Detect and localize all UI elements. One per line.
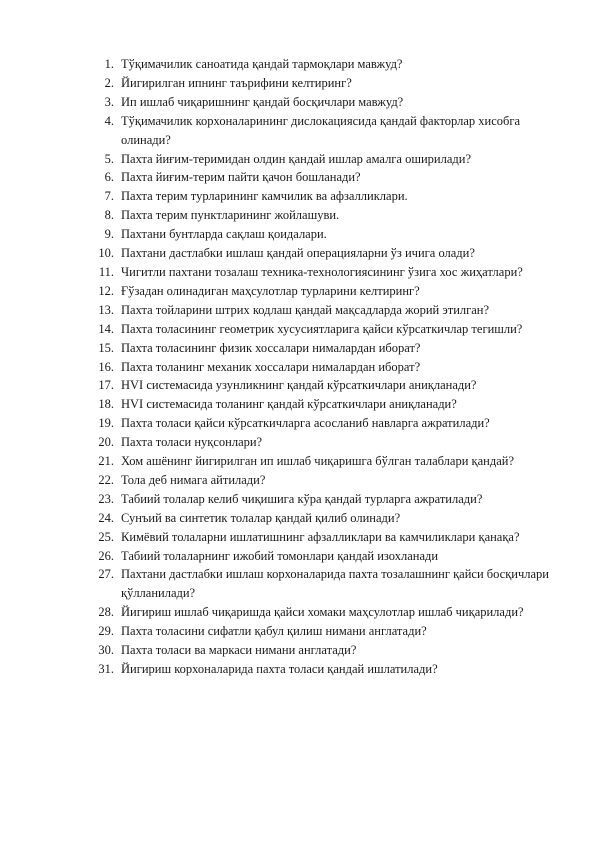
question-item [0,112,596,150]
question-number: 11. [98,264,114,279]
question-text: Пахта йиғим-теримидан олдин қандай ишлар амалга оширилади? [121,151,471,166]
question-text: Тўқимачилик саноатида қандай тармоқлари мавжуд? [121,57,403,71]
question-text: Табиий толалар келиб чиқишига кўра қандай турларга ажратилади? [121,491,483,506]
question-item [0,168,596,187]
question-item [0,282,596,301]
question-text: Пахта терим пунктларининг жойлашуви. [121,208,340,223]
question-number: 19. [98,416,114,431]
question-text: Йигириш ишлаб чиқаришда қайси хомаки маҳсулотлар ишлаб чиқарилади? [121,605,524,620]
question-text: Йигирилган ипнинг таърифини келтиринг? [121,75,352,90]
question-text: Кимёвий толаларни ишлатишнинг афзалликлари ва камчиликлари қанақа? [121,529,520,544]
question-text: Ғўзадан олинадиган маҳсулотлар турларини келтиринг? [121,283,420,298]
question-number: 22. [98,472,114,487]
question-item [0,509,596,528]
question-number: 27. [98,567,114,582]
question-item [0,339,596,358]
question-item [0,395,596,414]
question-item [0,225,596,244]
question-item [0,490,596,509]
question-item [0,376,596,395]
question-number: 12. [98,283,114,298]
question-item [0,358,596,377]
question-item [0,93,596,112]
question-item [0,301,596,320]
question-number: 10. [98,246,114,261]
question-item [0,452,596,471]
question-text: HVI системасида толанинг қандай кўрсаткичлари аниқланади? [121,397,457,412]
question-list [0,55,596,679]
question-item [0,244,596,263]
question-text: Пахта толаси қайси кўрсаткичларга асосланиб навларга ажратилади? [121,416,490,431]
question-number: 26. [98,548,114,563]
question-item [0,150,596,169]
question-item [0,187,596,206]
question-number: 29. [98,624,114,639]
question-text: Пахта тойларини штрих кодлаш қандай мақсадларда жорий этилган? [121,302,490,317]
question-text: Тўқимачилик корхоналарининг дислокациясида қандай факторлар хисобга олинади? [121,113,521,147]
question-item [0,565,596,603]
question-item [0,603,596,622]
question-number: 13. [98,302,114,317]
question-number: 18. [98,397,114,412]
question-number: 24. [98,510,114,525]
question-text: Пахта терим турларининг камчилик ва афзалликлари. [121,189,408,204]
question-text: Пахта толаси ва маркаси нимани англатади? [121,643,357,658]
question-item [0,547,596,566]
question-text: Пахта толасининг физик хоссалари нималардан иборат? [121,340,421,355]
question-number: 30. [98,643,114,658]
question-number: 8. [104,208,114,223]
question-text: Пахта толасини сифатли қабул қилиш нимани англатади? [121,624,427,639]
question-text: Пахта йиғим-терим пайти қачон бошланади? [121,170,361,185]
question-item [0,320,596,339]
question-text: Пахта толасининг геометрик хусусиятларига қайси кўрсаткичлар тегишли? [121,321,523,336]
question-text: Пахта толанинг механик хоссалари нималардан иборат? [121,359,421,374]
question-number: 4. [104,113,114,128]
question-text: Хом ашёнинг йигирилган ип ишлаб чиқаришга бўлган талаблари қандай? [121,454,514,469]
question-item [0,528,596,547]
question-text: Пахтани дастлабки ишлаш корхоналарида пахта тозалашнинг қайси босқичлари қўлланилади? [121,567,549,601]
question-item [0,74,596,93]
question-number: 17. [98,378,114,393]
question-number: 6. [104,170,114,185]
question-number: 28. [98,605,114,620]
question-item [0,263,596,282]
question-number: 16. [98,359,114,374]
question-item [0,471,596,490]
question-item [0,55,596,74]
question-number: 23. [98,491,114,506]
question-text: Чигитли пахтани тозалаш техника-технологиясининг ўзига хос жиҳатлари? [121,264,523,279]
question-number: 7. [104,189,114,204]
question-text: Пахтани дастлабки ишлаш қандай операцияларни ўз ичига олади? [121,246,475,261]
question-number: 9. [104,227,114,242]
question-text: Йигириш корхоналарида пахта толаси қандай ишлатилади? [121,662,438,676]
question-text: Пахта толаси нуқсонлари? [121,435,263,450]
question-text: Пахтани бунтларда сақлаш қоидалари. [121,227,327,242]
question-number: 21. [98,454,114,469]
question-text: Сунъий ва синтетик толалар қандай қилиб олинади? [121,510,401,525]
question-item [0,641,596,660]
question-number: 20. [98,435,114,450]
question-number: 5. [104,151,114,166]
question-text: HVI системасида узунликнинг қандай кўрсаткичлари аниқланади? [121,378,477,393]
question-number: 2. [104,75,114,90]
question-item [0,660,596,679]
question-number: 25. [98,529,114,544]
question-number: 1. [104,57,114,71]
question-number: 3. [104,94,114,109]
question-text: Тола деб нимага айтилади? [121,472,266,487]
question-item [0,414,596,433]
question-number: 14. [98,321,114,336]
question-number: 15. [98,340,114,355]
question-item [0,433,596,452]
question-item [0,622,596,641]
question-text: Ип ишлаб чиқаришнинг қандай босқичлари мавжуд? [121,94,404,109]
question-text: Табиий толаларнинг ижобий томонлари қандай изохланади [121,548,439,563]
question-item [0,206,596,225]
question-number: 31. [98,662,114,676]
